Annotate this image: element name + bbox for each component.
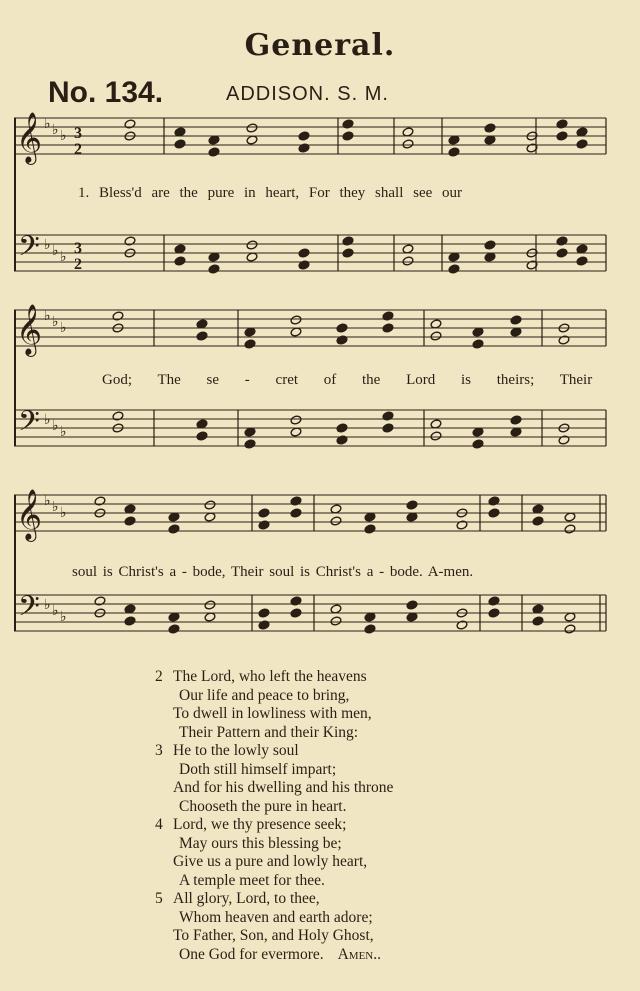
note-head — [196, 331, 208, 341]
note-head — [290, 315, 302, 325]
note-head — [246, 123, 258, 133]
note-head — [364, 524, 376, 534]
note-head — [484, 123, 496, 133]
lyric-line-1: 1. Bless'd are the pure in heart, For they shall see our — [78, 185, 463, 201]
note-head — [290, 508, 302, 518]
note-head — [488, 596, 500, 606]
music-system-2 — [14, 300, 610, 480]
flat-icon: ♭ — [60, 610, 67, 625]
flat-icon: ♭ — [44, 309, 51, 324]
note-head — [488, 608, 500, 618]
note-head — [556, 236, 568, 246]
time-signature-icon: 2 — [74, 141, 82, 158]
stanza-number: 5 — [155, 890, 163, 907]
note-head — [510, 315, 522, 325]
stanza-number: 2 — [155, 668, 163, 685]
music-system-1 — [14, 110, 610, 310]
flat-icon: ♭ — [44, 494, 51, 509]
note-head — [168, 624, 180, 634]
note-head — [556, 248, 568, 258]
note-head — [336, 423, 348, 433]
note-head — [488, 496, 500, 506]
note-head — [124, 516, 136, 526]
stanza-line: Give us a pure and lowly heart, — [173, 853, 368, 870]
time-signature-icon: 2 — [74, 256, 82, 273]
note-head — [204, 600, 216, 610]
note-head — [330, 616, 342, 626]
note-head — [382, 311, 394, 321]
flat-icon: ♭ — [60, 129, 67, 144]
note-head — [430, 431, 442, 441]
bass-clef-icon: 𝄢 — [18, 230, 40, 270]
note-head — [298, 143, 310, 153]
staff-notation-2 — [14, 300, 610, 480]
stanza-line: Their Pattern and their King: — [179, 723, 359, 741]
stanza-line: A temple meet for thee. — [179, 871, 325, 889]
note-head — [510, 415, 522, 425]
note-head — [196, 431, 208, 441]
note-head — [112, 411, 124, 421]
stanzas — [155, 668, 475, 964]
note-head — [290, 608, 302, 618]
note-head — [336, 323, 348, 333]
stanza-line: All glory, Lord, to thee, — [173, 890, 320, 907]
flat-icon: ♭ — [44, 598, 51, 613]
note-head — [488, 508, 500, 518]
note-head — [448, 264, 460, 274]
note-head — [124, 616, 136, 626]
staff-notation-1 — [14, 110, 610, 310]
note-head — [168, 524, 180, 534]
note-head — [204, 500, 216, 510]
stanza-4 — [155, 816, 475, 890]
note-head — [472, 439, 484, 449]
note-head — [576, 256, 588, 266]
note-head — [336, 335, 348, 345]
stanza-line: One God for evermore. — [179, 945, 324, 963]
note-head — [556, 131, 568, 141]
stanza-3 — [155, 742, 475, 816]
note-head — [124, 236, 136, 246]
note-head — [290, 496, 302, 506]
note-head — [576, 139, 588, 149]
flat-icon: ♭ — [44, 117, 51, 132]
lyric-line-3: soul is Christ's a - bode, Their soul is Christ's a - bode. A-men. — [72, 564, 474, 580]
note-head — [112, 311, 124, 321]
note-head — [94, 596, 106, 606]
note-head — [290, 596, 302, 606]
flat-icon: ♭ — [52, 315, 59, 330]
note-head — [258, 508, 270, 518]
flat-icon: ♭ — [52, 500, 59, 515]
note-head — [208, 147, 220, 157]
time-signature-icon: 3 — [74, 125, 82, 142]
stanza-line: Chooseth the pure in heart. — [179, 797, 347, 815]
note-head — [456, 620, 468, 630]
stanza-line: He to the lowly soul — [173, 742, 299, 759]
note-head — [94, 496, 106, 506]
note-head — [208, 264, 220, 274]
note-head — [330, 516, 342, 526]
time-signature-icon: 3 — [74, 240, 82, 257]
flat-icon: ♭ — [52, 244, 59, 259]
flat-icon: ♭ — [52, 604, 59, 619]
treble-clef-icon: 𝄞 — [16, 304, 43, 355]
note-head — [532, 616, 544, 626]
note-head — [564, 524, 576, 534]
note-head — [298, 248, 310, 258]
note-head — [558, 435, 570, 445]
stanza-line: Doth still himself impart; — [179, 760, 337, 778]
note-head — [124, 119, 136, 129]
note-head — [246, 240, 258, 250]
note-head — [382, 411, 394, 421]
bass-clef-icon: 𝄢 — [18, 590, 40, 630]
flat-icon: ♭ — [44, 413, 51, 428]
stanza-line: The Lord, who left the heavens — [173, 668, 367, 685]
flat-icon: ♭ — [60, 425, 67, 440]
stanza-line: Whom heaven and earth adore; — [179, 908, 373, 926]
page-title: General. — [244, 28, 396, 63]
note-head — [174, 256, 186, 266]
note-head — [342, 119, 354, 129]
stanza-line: And for his dwelling and his throne — [173, 779, 394, 796]
treble-clef-icon: 𝄞 — [16, 112, 43, 163]
flat-icon: ♭ — [60, 321, 67, 336]
note-head — [342, 236, 354, 246]
note-head — [364, 624, 376, 634]
flat-icon: ♭ — [44, 238, 51, 253]
note-head — [406, 600, 418, 610]
note-head — [290, 415, 302, 425]
note-head — [244, 439, 256, 449]
note-head — [258, 620, 270, 630]
note-head — [448, 147, 460, 157]
note-head — [402, 256, 414, 266]
stanza-line: May ours this blessing be; — [179, 834, 342, 852]
note-head — [244, 339, 256, 349]
note-head — [336, 435, 348, 445]
note-head — [532, 516, 544, 526]
note-head — [472, 339, 484, 349]
stanza-5 — [155, 890, 475, 964]
note-head — [484, 240, 496, 250]
note-head — [342, 248, 354, 258]
bass-clef-icon: 𝄢 — [18, 405, 40, 445]
amen-label: Amen.. — [337, 945, 381, 963]
stanza-line: Lord, we thy presence seek; — [173, 816, 347, 833]
note-head — [430, 331, 442, 341]
flat-icon: ♭ — [52, 123, 59, 138]
note-head — [564, 624, 576, 634]
stanza-number: 3 — [155, 742, 163, 759]
note-head — [456, 520, 468, 530]
music-system-3 — [14, 485, 610, 660]
note-head — [556, 119, 568, 129]
flat-icon: ♭ — [60, 250, 67, 265]
stanza-line: To dwell in lowliness with men, — [173, 705, 372, 722]
note-head — [298, 131, 310, 141]
lyric-line-2: God; The se - cret of the Lord is theirs; Their — [102, 372, 593, 388]
note-head — [402, 139, 414, 149]
note-head — [174, 139, 186, 149]
note-head — [258, 520, 270, 530]
stanza-number: 4 — [155, 816, 163, 833]
note-head — [558, 335, 570, 345]
note-head — [406, 500, 418, 510]
note-head — [382, 323, 394, 333]
tune-name: ADDISON. S. M. — [226, 83, 389, 105]
stanza-line: Our life and peace to bring, — [179, 686, 350, 704]
flat-icon: ♭ — [52, 419, 59, 434]
hymn-number: No. 134. — [48, 76, 164, 109]
note-head — [258, 608, 270, 618]
stanza-line: To Father, Son, and Holy Ghost, — [173, 927, 374, 944]
note-head — [382, 423, 394, 433]
note-head — [298, 260, 310, 270]
treble-clef-icon: 𝄞 — [16, 489, 43, 540]
stanza-2 — [155, 668, 475, 742]
flat-icon: ♭ — [60, 506, 67, 521]
note-head — [342, 131, 354, 141]
